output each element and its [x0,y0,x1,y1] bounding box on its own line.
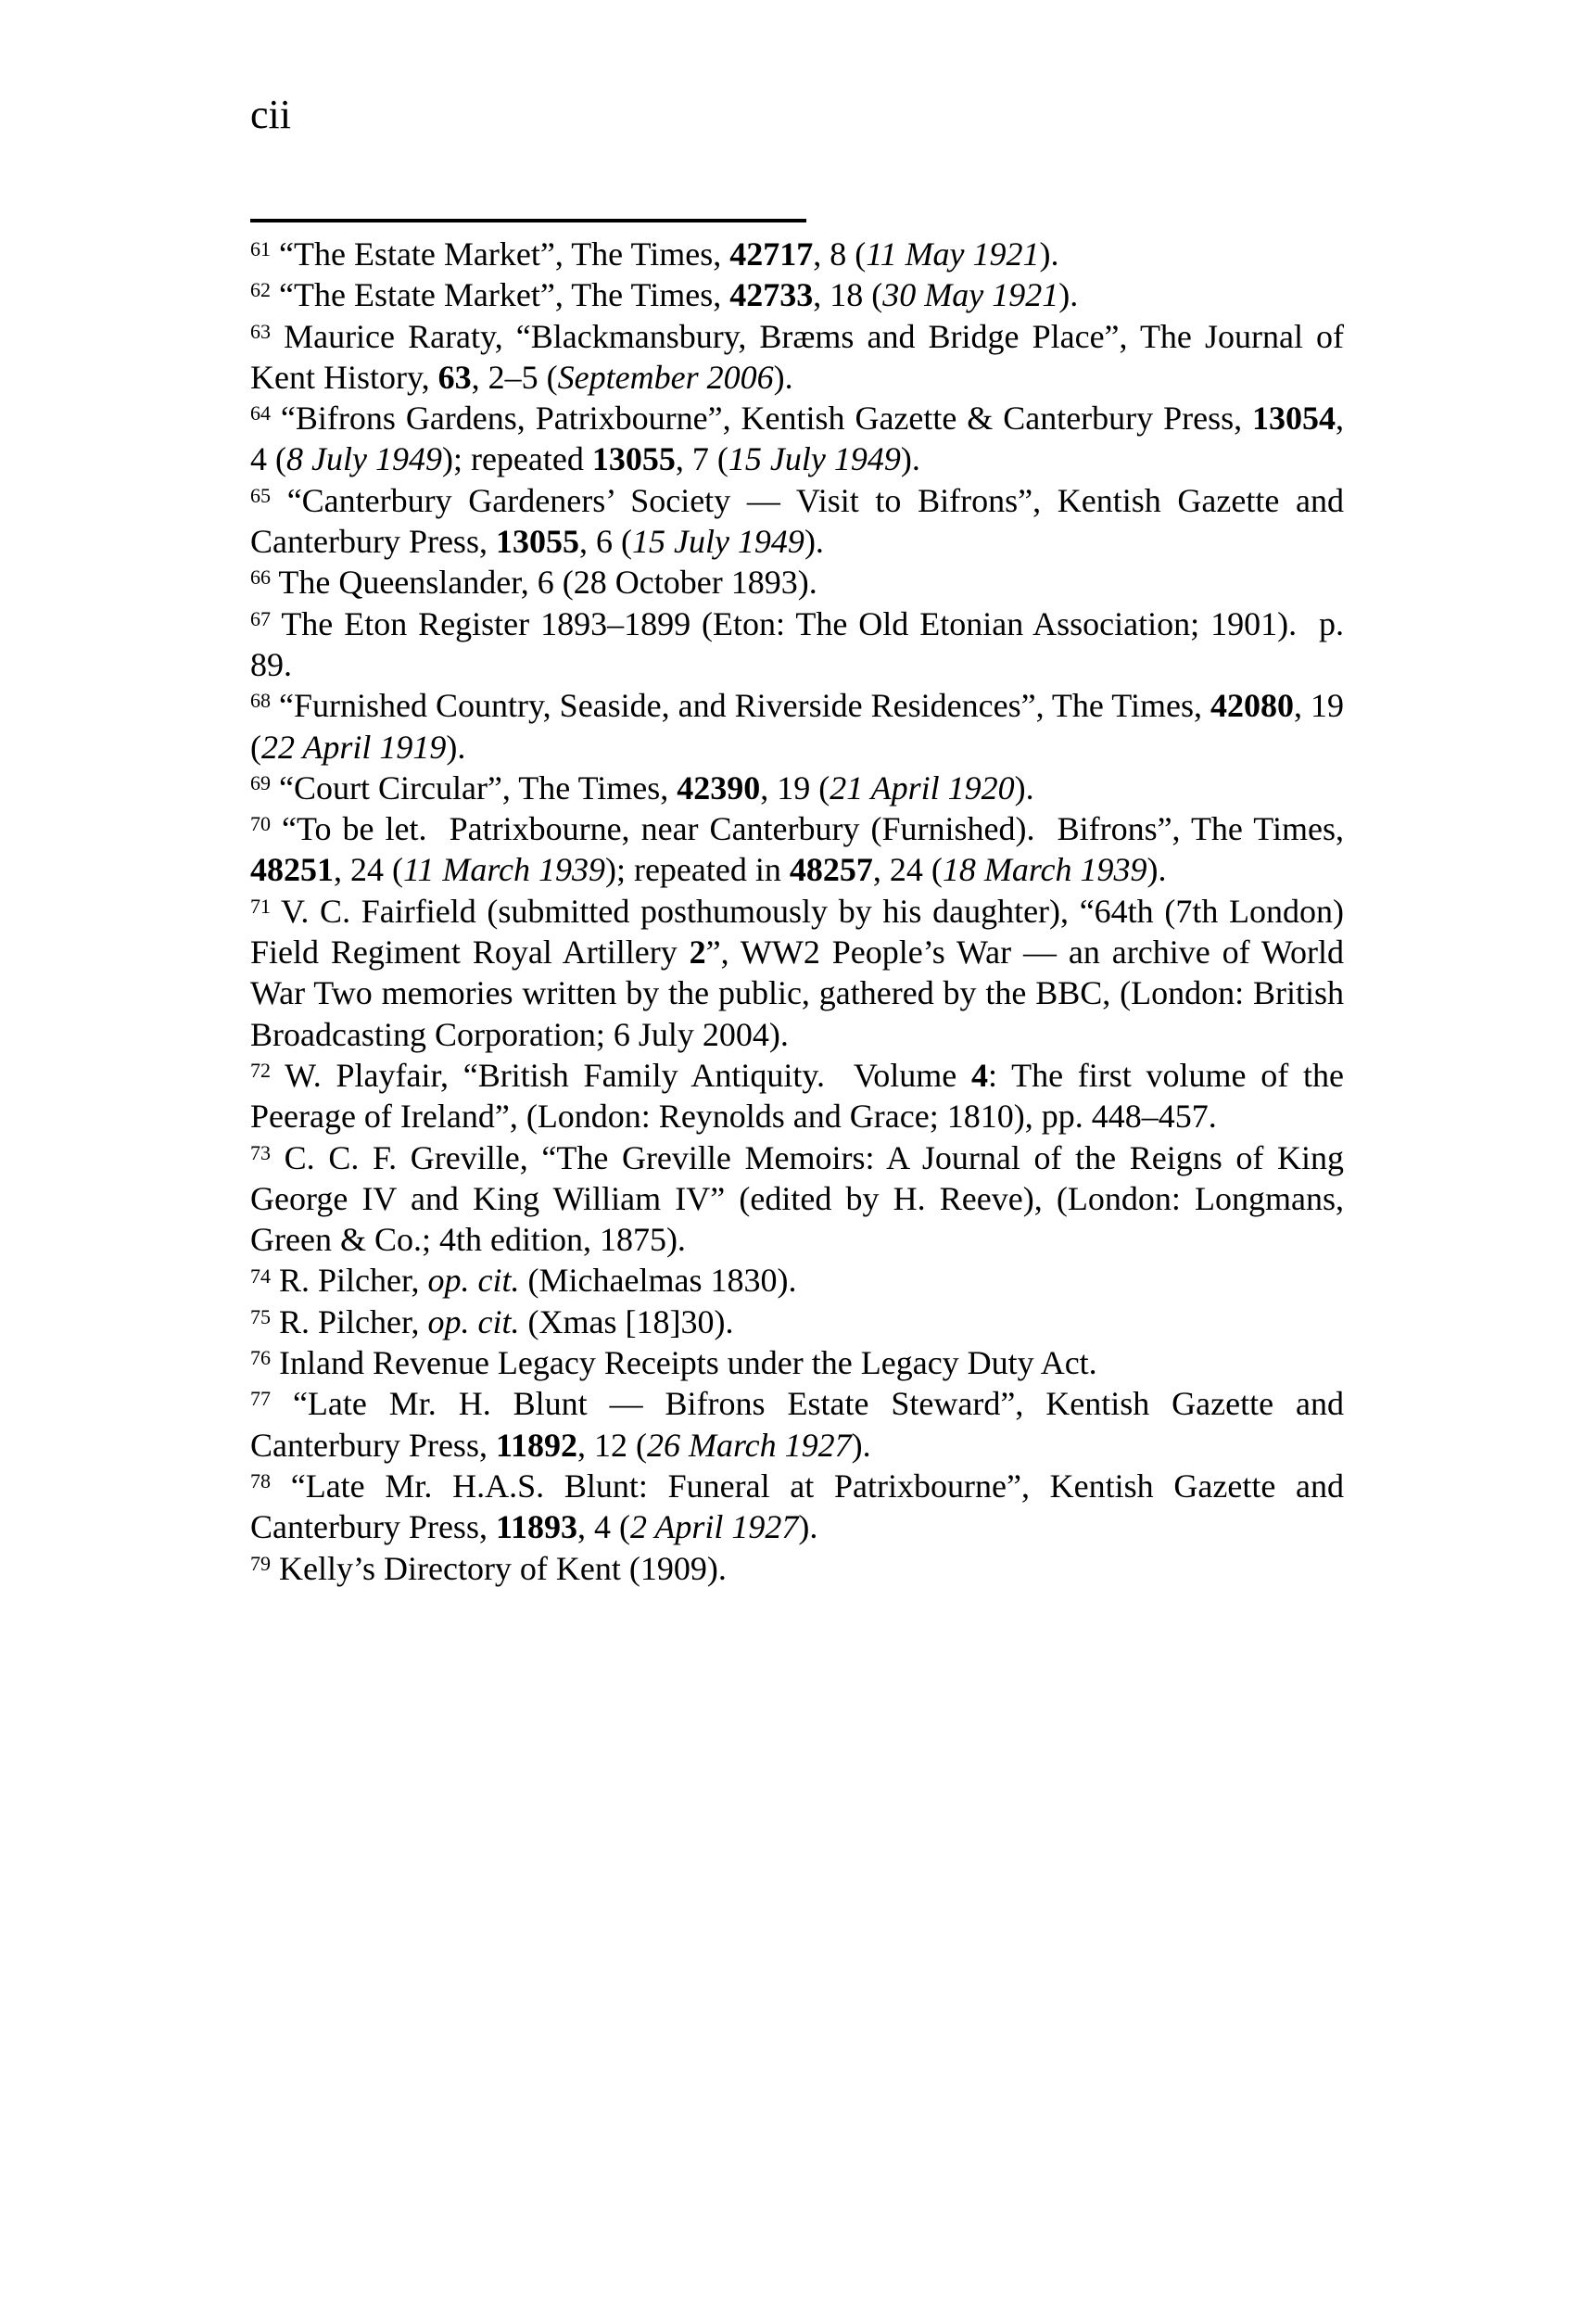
footnote-text-run: R. Pilcher, [279,1262,428,1300]
footnote-68 [250,685,1344,768]
footnote-71 [250,891,1344,1055]
footnote-74 [250,1260,1344,1301]
footnotes-section [250,234,1344,1589]
footnote-number: 63 [250,319,271,343]
footnote-text-run: 11 May 1921 [866,235,1040,273]
footnote-text-run: C. C. F. Greville, “The Greville Memoirs: A Journal of the Reigns of King George IV and King William IV” (edited by H. Reeve), (London: Longmans, Green & Co.; 4th edition, 1875). [250,1138,1345,1259]
footnote-text-run: op. cit. [427,1302,520,1340]
footnote-text-run: ). [773,358,793,396]
footnote-text-run: , 4 ( [250,400,1345,478]
footnote-72 [250,1055,1344,1137]
footnote-text-run: 63 [437,358,472,396]
footnote-61 [250,234,1344,274]
footnote-number: 70 [250,812,271,836]
footnote-text-run: ). [1039,235,1059,273]
footnote-text-run: 30 May 1921 [882,276,1059,314]
footnote-text-run: 15 July 1949 [631,523,804,561]
footnote-number: 65 [250,483,271,507]
footnote-text-run: 42080 [1210,687,1294,725]
footnote-text-run: , 8 ( [813,235,867,273]
footnote-number: 76 [250,1346,271,1370]
footnote-number: 77 [250,1387,271,1411]
footnote-text-run: 22 April 1919 [261,728,447,766]
footnote-text-run: 48257 [789,851,873,889]
footnote-79 [250,1548,1344,1589]
footnote-text-run: 48251 [250,851,334,889]
footnote-text-run: R. Pilcher, [279,1302,428,1340]
footnote-text-run: , 19 ( [760,768,830,807]
footnote-number: 69 [250,770,271,794]
footnote-77 [250,1383,1344,1466]
footnote-text-run: (Xmas [18]30). [519,1302,734,1340]
page-number: cii [250,92,291,137]
footnote-text-run: “Court Circular”, The Times, [279,768,678,807]
footnote-64 [250,398,1344,480]
footnote-text-run: ); repeated [441,440,592,478]
footnote-65 [250,480,1344,563]
footnote-number: 71 [250,894,271,918]
footnote-text-run: The Eton Register 1893–1899 (Eton: The Old Etonian Association; 1901). p. 89. [250,604,1344,683]
footnote-78 [250,1466,1344,1548]
footnote-text-run: 8 July 1949 [286,440,442,478]
footnote-text-run: ”, WW2 People’s War — an archive of World War Two memories written by the public, gathered by the BBC, (London: British Broadcasting Corporation; 6 July 2004). [250,934,1344,1053]
footnote-text-run: Kelly’s Directory of Kent (1909). [279,1549,727,1587]
footnote-text-run: ). [900,440,920,478]
footnote-number: 79 [250,1551,271,1575]
footnote-text-run: 42390 [677,768,761,807]
footnote-text-run: (Michaelmas 1830). [519,1262,797,1300]
footnote-text-run: op. cit. [427,1262,520,1300]
footnote-76 [250,1342,1344,1383]
footnote-text-run: “Furnished Country, Seaside, and Riverside Residences”, The Times, [279,687,1210,725]
footnote-number: 62 [250,278,271,302]
footnote-text-run: ). [446,728,466,766]
footnote-number: 72 [250,1059,271,1083]
footnote-text-run: 18 March 1939 [942,851,1147,889]
footnote-text-run: 11892 [495,1426,577,1464]
footnote-text-run: “Late Mr. H.A.S. Blunt: Funeral at Patrixbourne”, Kentish Gazette and Canterbury Press, [250,1467,1345,1546]
footnote-text-run: , 12 ( [576,1426,647,1464]
footnote-text-run: 11 March 1939 [403,851,605,889]
footnote-text-run: “Late Mr. H. Blunt — Bifrons Estate Steward”, Kentish Gazette and Canterbury Press, [250,1385,1344,1464]
footnote-number: 66 [250,565,271,590]
footnote-text-run: , 18 ( [813,276,883,314]
footnote-text-run: ). [1058,276,1079,314]
footnote-separator-rule [250,219,806,222]
footnote-text-run: 13055 [495,523,579,561]
footnote-number: 67 [250,606,271,630]
footnote-text-run: ). [851,1426,871,1464]
footnote-62 [250,274,1344,315]
footnote-text-run: , 4 ( [576,1508,630,1546]
footnote-text-run: , 19 ( [250,687,1345,766]
footnote-text-run: ). [798,1508,818,1546]
footnote-number: 64 [250,401,271,426]
footnote-text-run: 26 March 1927 [646,1426,852,1464]
footnote-text-run: 42733 [729,276,814,314]
footnote-text-run: 4 [970,1056,988,1094]
footnote-number: 73 [250,1140,271,1164]
footnote-text-run: , 7 ( [675,440,728,478]
footnote-number: 75 [250,1304,271,1328]
footnote-66 [250,562,1344,603]
footnote-text-run: Inland Revenue Legacy Receipts under the Legacy Duty Act. [279,1344,1097,1382]
footnote-text-run: “Canterbury Gardeners’ Society — Visit to Bifrons”, Kentish Gazette and Canterbury Press, [250,481,1345,561]
footnote-text-run: W. Playfair, “British Family Antiquity. Volume [285,1056,971,1094]
footnote-70 [250,808,1344,891]
footnote-number: 78 [250,1469,271,1493]
footnote-text-run: : The first volume of the Peerage of Ireland”, (London: Reynolds and Grace; 1810), pp. 448–457. [250,1056,1345,1136]
footnote-text-run: “Bifrons Gardens, Patrixbourne”, Kentish Gazette & Canterbury Press, [280,400,1253,438]
footnote-text-run: , 24 ( [872,851,943,889]
footnote-text-run: 42717 [729,235,814,273]
footnote-text-run: September 2006 [557,358,774,396]
footnote-text-run: 2 [689,934,706,972]
footnote-number: 74 [250,1264,271,1288]
footnote-73 [250,1137,1344,1261]
footnote-text-run: , 6 ( [578,523,632,561]
footnote-text-run: 2 April 1927 [629,1508,799,1546]
footnote-text-run: 13054 [1252,400,1336,438]
footnote-text-run: , 24 ( [334,851,403,889]
footnote-69 [250,768,1344,808]
footnote-number: 68 [250,689,271,713]
footnote-text-run: ). [1146,851,1167,889]
footnote-text-run: 15 July 1949 [728,440,901,478]
footnote-text-run: ). [1014,768,1034,807]
footnote-text-run: “To be let. Patrixbourne, near Canterbury (Furnished). Bifrons”, The Times, [282,810,1345,848]
footnote-text-run: “The Estate Market”, The Times, [279,235,730,273]
footnote-75 [250,1302,1344,1342]
footnote-67 [250,603,1344,686]
footnote-text-run: ); repeated in [604,851,790,889]
footnote-text-run: Maurice Raraty, “Blackmansbury, Bræms and Bridge Place”, The Journal of Kent History, [250,317,1345,396]
footnote-text-run: 21 April 1920 [830,768,1015,807]
footnote-text-run: “The Estate Market”, The Times, [279,276,730,314]
footnote-text-run: V. C. Fairfield (submitted posthumously by his daughter), “64th (7th London) Field Regiment Royal Artillery [250,892,1344,972]
footnote-text-run: ). [804,523,824,561]
footnote-text-run: 13055 [591,440,676,478]
footnote-text-run: 11893 [495,1508,577,1546]
footnote-text-run: , 2–5 ( [471,358,558,396]
footnote-63 [250,316,1344,399]
footnote-number: 61 [250,237,271,261]
footnote-text-run: The Queenslander, 6 (28 October 1893). [278,564,817,602]
